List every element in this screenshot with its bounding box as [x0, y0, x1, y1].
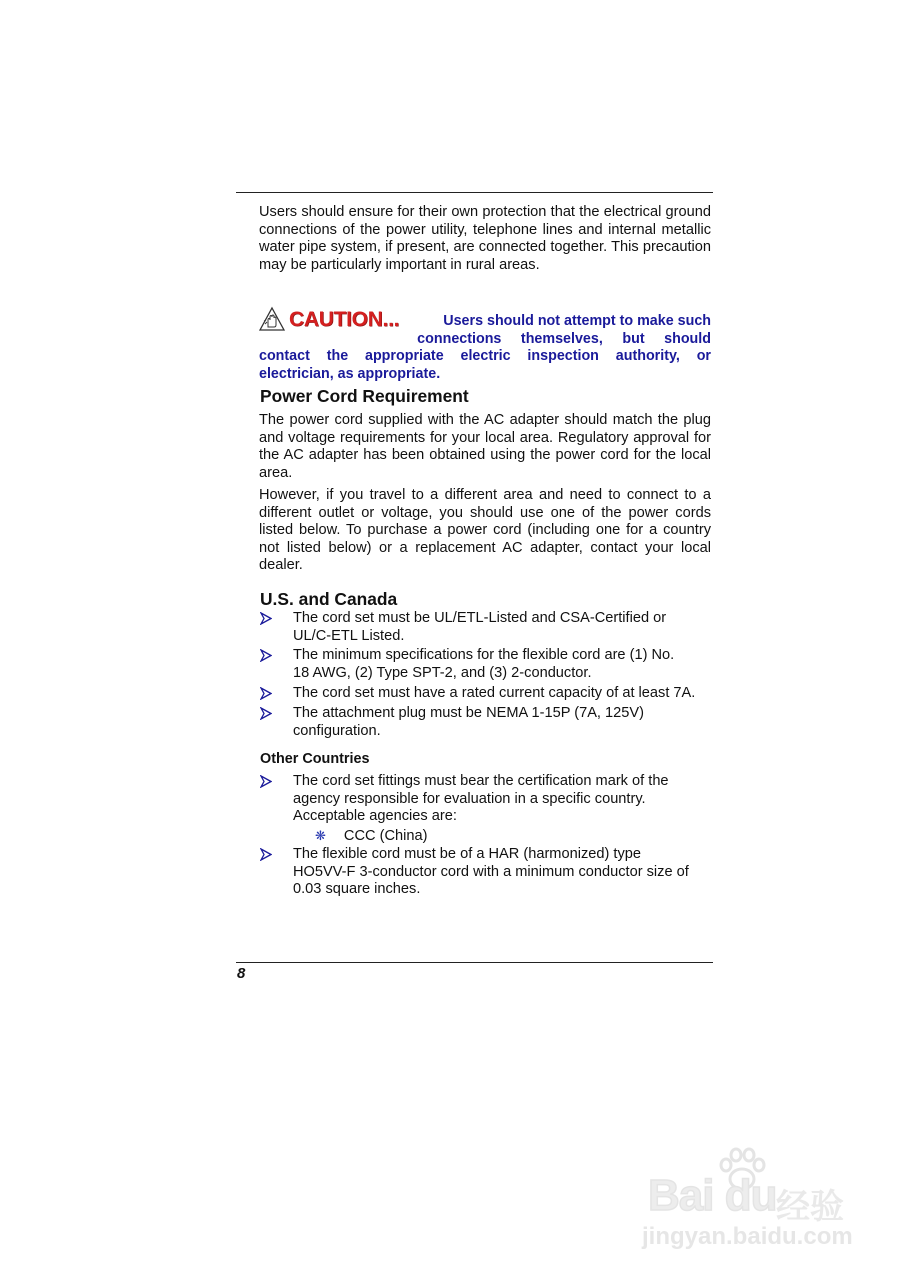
arrow-bullet-icon	[260, 649, 272, 662]
power-cord-paragraph-2: However, if you travel to a different area and need to connect to a different outlet or voltage, you should use one of the power cords listed below. To purchase a power cord (including one for a country not listed below) or a replacement AC adapter, contact your local dealer.	[259, 487, 711, 574]
watermark-logo: Bai du	[648, 1171, 777, 1220]
caution-badge	[259, 302, 399, 332]
caution-text-rest: connections themselves, but should contact the appropriate electric inspection authority, or electrician, as appropriate.	[259, 330, 711, 382]
baidu-watermark	[640, 1145, 860, 1265]
caution-block	[259, 304, 711, 383]
arrow-bullet-icon	[260, 775, 272, 788]
list-item: The attachment plug must be NEMA 1-15P (7A, 125V) configuration.	[260, 705, 720, 740]
footer-rule	[236, 962, 713, 963]
page-number: 8	[237, 965, 246, 982]
agency-item	[315, 827, 427, 846]
arrow-bullet-icon	[260, 848, 272, 861]
power-cord-heading: Power Cord Requirement	[260, 386, 469, 406]
list-item: The cord set must be UL/ETL-Listed and CSA-Certified or UL/C-ETL Listed.	[260, 610, 720, 645]
snowflake-bullet-icon: ❋	[315, 828, 326, 843]
agency-label: CCC (China)	[343, 828, 428, 844]
hand-hazard-warning-icon	[259, 306, 285, 332]
arrow-bullet-icon	[260, 687, 272, 700]
watermark-cn: 经验	[776, 1188, 844, 1226]
power-cord-paragraph-1: The power cord supplied with the AC adapter should match the plug and voltage requirements for your local area. Regulatory approval for the AC adapter has been obtained using the power cord for the local area.	[259, 412, 711, 481]
arrow-bullet-icon	[260, 707, 272, 720]
list-item: The cord set fittings must bear the certification mark of the agency responsible for evaluation in a specific country. Acceptable agencies are:	[260, 773, 720, 826]
caution-label: CAUTION...	[289, 308, 400, 331]
list-item: The flexible cord must be of a HAR (harmonized) type HO5VV-F 3-conductor cord with a minimum conductor size of 0.03 square inches.	[260, 846, 720, 899]
list-item: The cord set must have a rated current capacity of at least 7A.	[260, 685, 720, 703]
other-countries-heading: Other Countries	[260, 751, 370, 767]
header-rule	[236, 192, 713, 193]
intro-paragraph: Users should ensure for their own protection that the electrical ground connections of the power utility, telephone lines and internal metallic water pipe system, if present, are connected together. This precaution may be particularly important in rural areas.	[259, 204, 711, 273]
list-item: The minimum specifications for the flexible cord are (1) No. 18 AWG, (2) Type SPT-2, and (3) 2-conductor.	[260, 647, 720, 682]
watermark-url: jingyan.baidu.com	[642, 1223, 853, 1250]
us-canada-heading: U.S. and Canada	[260, 589, 398, 609]
caution-text-first: Users should not attempt to make such	[443, 313, 711, 329]
arrow-bullet-icon	[260, 612, 272, 625]
